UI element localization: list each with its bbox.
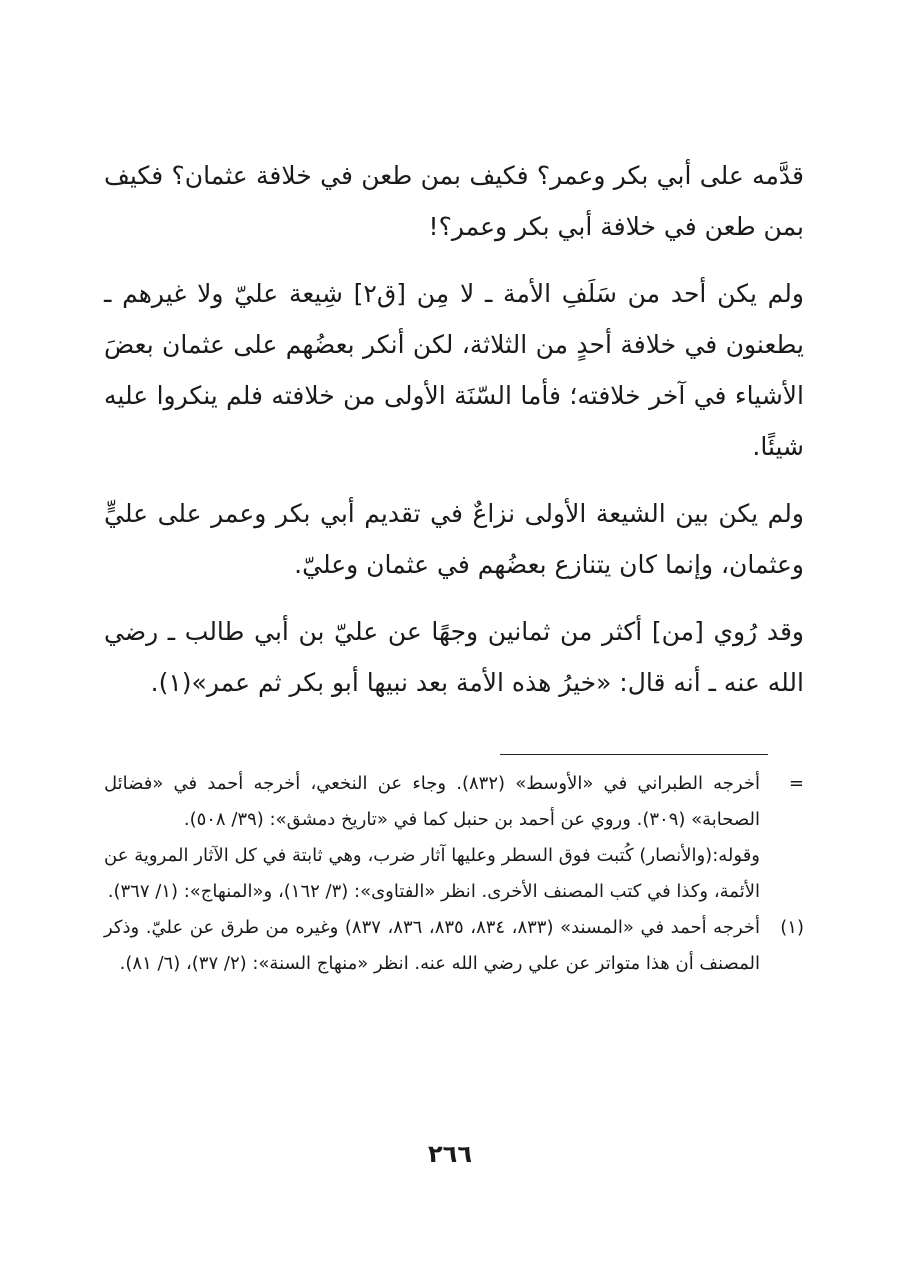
footnote-separator [500,754,768,755]
footnote-continuation-text: أخرجه الطبراني في «الأوسط» (٨٣٢). وجاء عن النخعي، أخرجه أحمد في «فضائل الصحابة» (٣٠٩). وروي عن أحمد بن حنبل كما في «تاريخ دمشق»: (٣٩/ ٥٠٨). [104,773,760,830]
paragraph-3: ولم يكن بين الشيعة الأولى نزاعٌ في تقديم أبي بكر وعمر على عليٍّ وعثمان، وإنما كان يتنازع بعضُهم في عثمان وعليّ. [104,499,804,579]
footnote-continuation [104,766,804,838]
continuation-marker: = [788,773,804,794]
main-text-body [104,150,804,724]
footnote-note-paragraph: وقوله:(والأنصار) كُتبت فوق السطر وعليها آثار ضرب، وهي ثابتة في كل الآثار المروية عن الأئمة، وكذا في كتب المصنف الأخرى. انظر «الفتاوى»: (٣/ ١٦٢)، و«المنهاج»: (١/ ٣٦٧). [104,845,760,902]
footnote-1-marker: (١) [780,917,804,938]
paragraph-1: قدَّمه على أبي بكر وعمر؟ فكيف بمن طعن في خلافة عثمان؟ فكيف بمن طعن في خلافة أبي بكر وعمر؟! [104,161,804,241]
footnotes [104,766,804,982]
footnote-1-text: أخرجه أحمد في «المسند» (٨٣٣، ٨٣٤، ٨٣٥، ٨٣٦، ٨٣٧) وغيره من طرق عن عليّ. وذكر المصنف أن هذا متواتر عن علي رضي الله عنه. انظر «منهاج السنة»: (٢/ ٣٧)، (٦/ ٨١). [104,917,761,974]
page-number: ٢٦٦ [428,1140,472,1168]
paragraph-2: ولم يكن أحد من سَلَفِ الأمة ـ لا مِن [ق٢] شِيعة عليّ ولا غيرهم ـ يطعنون في خلافة أحدٍ من الثلاثة، لكن أنكر بعضُهم على عثمان بعضَ الأشياء في آخر خلافته؛ فأما السّنَة الأولى من خلافته فلم ينكروا عليه شيئًا. [104,279,804,461]
paragraph-4: وقد رُوي [من] أكثر من ثمانين وجهًا عن عليّ بن أبي طالب ـ رضي الله عنه ـ أنه قال: «خيرُ هذه الأمة بعد نبيها أبو بكر ثم عمر»(١). [104,617,804,697]
footnote-1 [104,910,804,982]
